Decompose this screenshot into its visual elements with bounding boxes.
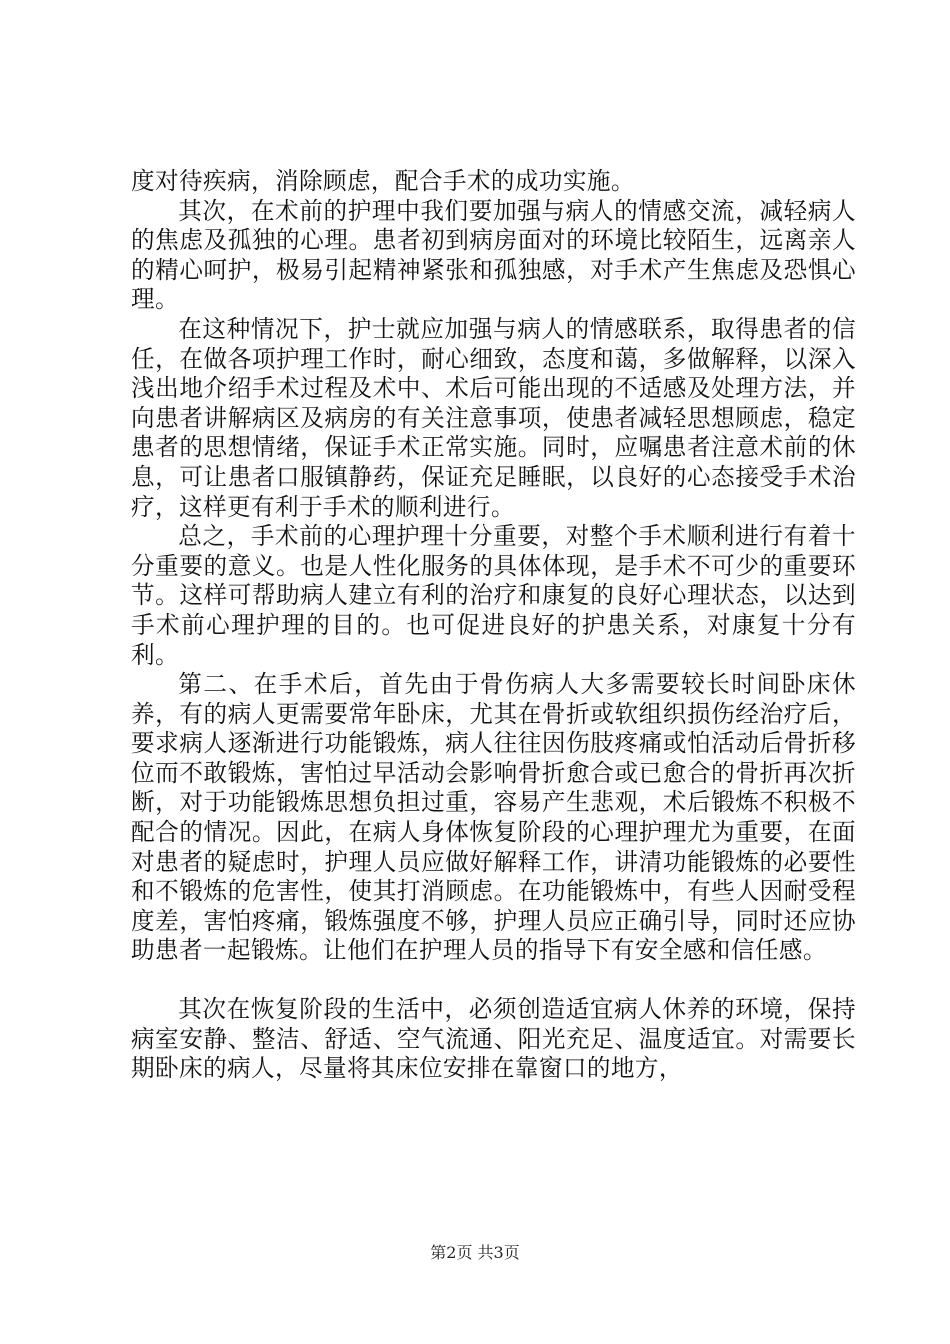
page-footer <box>0 1243 950 1263</box>
paragraph-postop-care: 第二、在手术后，首先由于骨伤病人大多需要较长时间卧床休养，有的病人更需要常年卧床，尤其在骨折或软组织损伤经治疗后，要求病人逐渐进行功能锻炼，病人往往因伤肢疼痛或怕活动后骨折移位而不敢锻炼，害怕过早活动会影响骨折愈合或已愈合的骨折再次折断，对于功能锻炼思想负担过重，容易产生悲观，术后锻炼不积极不配合的情况。因此，在病人身体恢复阶段的心理护理尤为重要，在面对患者的疑虑时，护理人员应做好解释工作，讲清功能锻炼的必要性和不锻炼的危害性，使其打消顾虑。在功能锻炼中，有些人因耐受程度差，害怕疼痛，锻炼强度不够，护理人员应正确引导，同时还应协助患者一起锻炼。让他们在护理人员的指导下有安全感和信任感。 <box>131 670 856 965</box>
document-body <box>131 167 856 1084</box>
paragraph-summary: 总之，手术前的心理护理十分重要，对整个手术顺利进行有着十分重要的意义。也是人性化服务的具体体现，是手术不可少的重要环节。这样可帮助病人建立有利的治疗和康复的良好心理状态，以达到手术前心理护理的目的。也可促进良好的护患关系，对康复十分有利。 <box>131 522 856 669</box>
paragraph-nurse-communication: 在这种情况下，护士就应加强与病人的情感联系，取得患者的信任，在做各项护理工作时，耐心细致，态度和蔼，多做解释，以深入浅出地介绍手术过程及术中、术后可能出现的不适感及处理方法，并向患者讲解病区及病房的有关注意事项，使患者减轻思想顾虑，稳定患者的思想情绪，保证手术正常实施。同时，应嘱患者注意术前的休息，可让患者口服镇静药，保证充足睡眠，以良好的心态接受手术治疗，这样更有利于手术的顺利进行。 <box>131 314 856 521</box>
paragraph-continuation: 度对待疾病，消除顾虑，配合手术的成功实施。 <box>131 167 635 195</box>
paragraph-preop-emotional-exchange: 其次，在术前的护理中我们要加强与病人的情感交流，减轻病人的焦虑及孤独的心理。患者初到病房面对的环境比较陌生，远离亲人的精心呵护，极易引起精神紧张和孤独感，对手术产生焦虑及恐惧心理。 <box>131 196 856 314</box>
paragraph-recovery-environment: 其次在恢复阶段的生活中，必须创造适宜病人休养的环境，保持病室安静、整洁、舒适、空气流通、阳光充足、温度适宜。对需要长期卧床的病人，尽量将其床位安排在靠窗口的地方， <box>131 995 856 1083</box>
page-number-label: 第2页 共3页 <box>430 1243 520 1262</box>
